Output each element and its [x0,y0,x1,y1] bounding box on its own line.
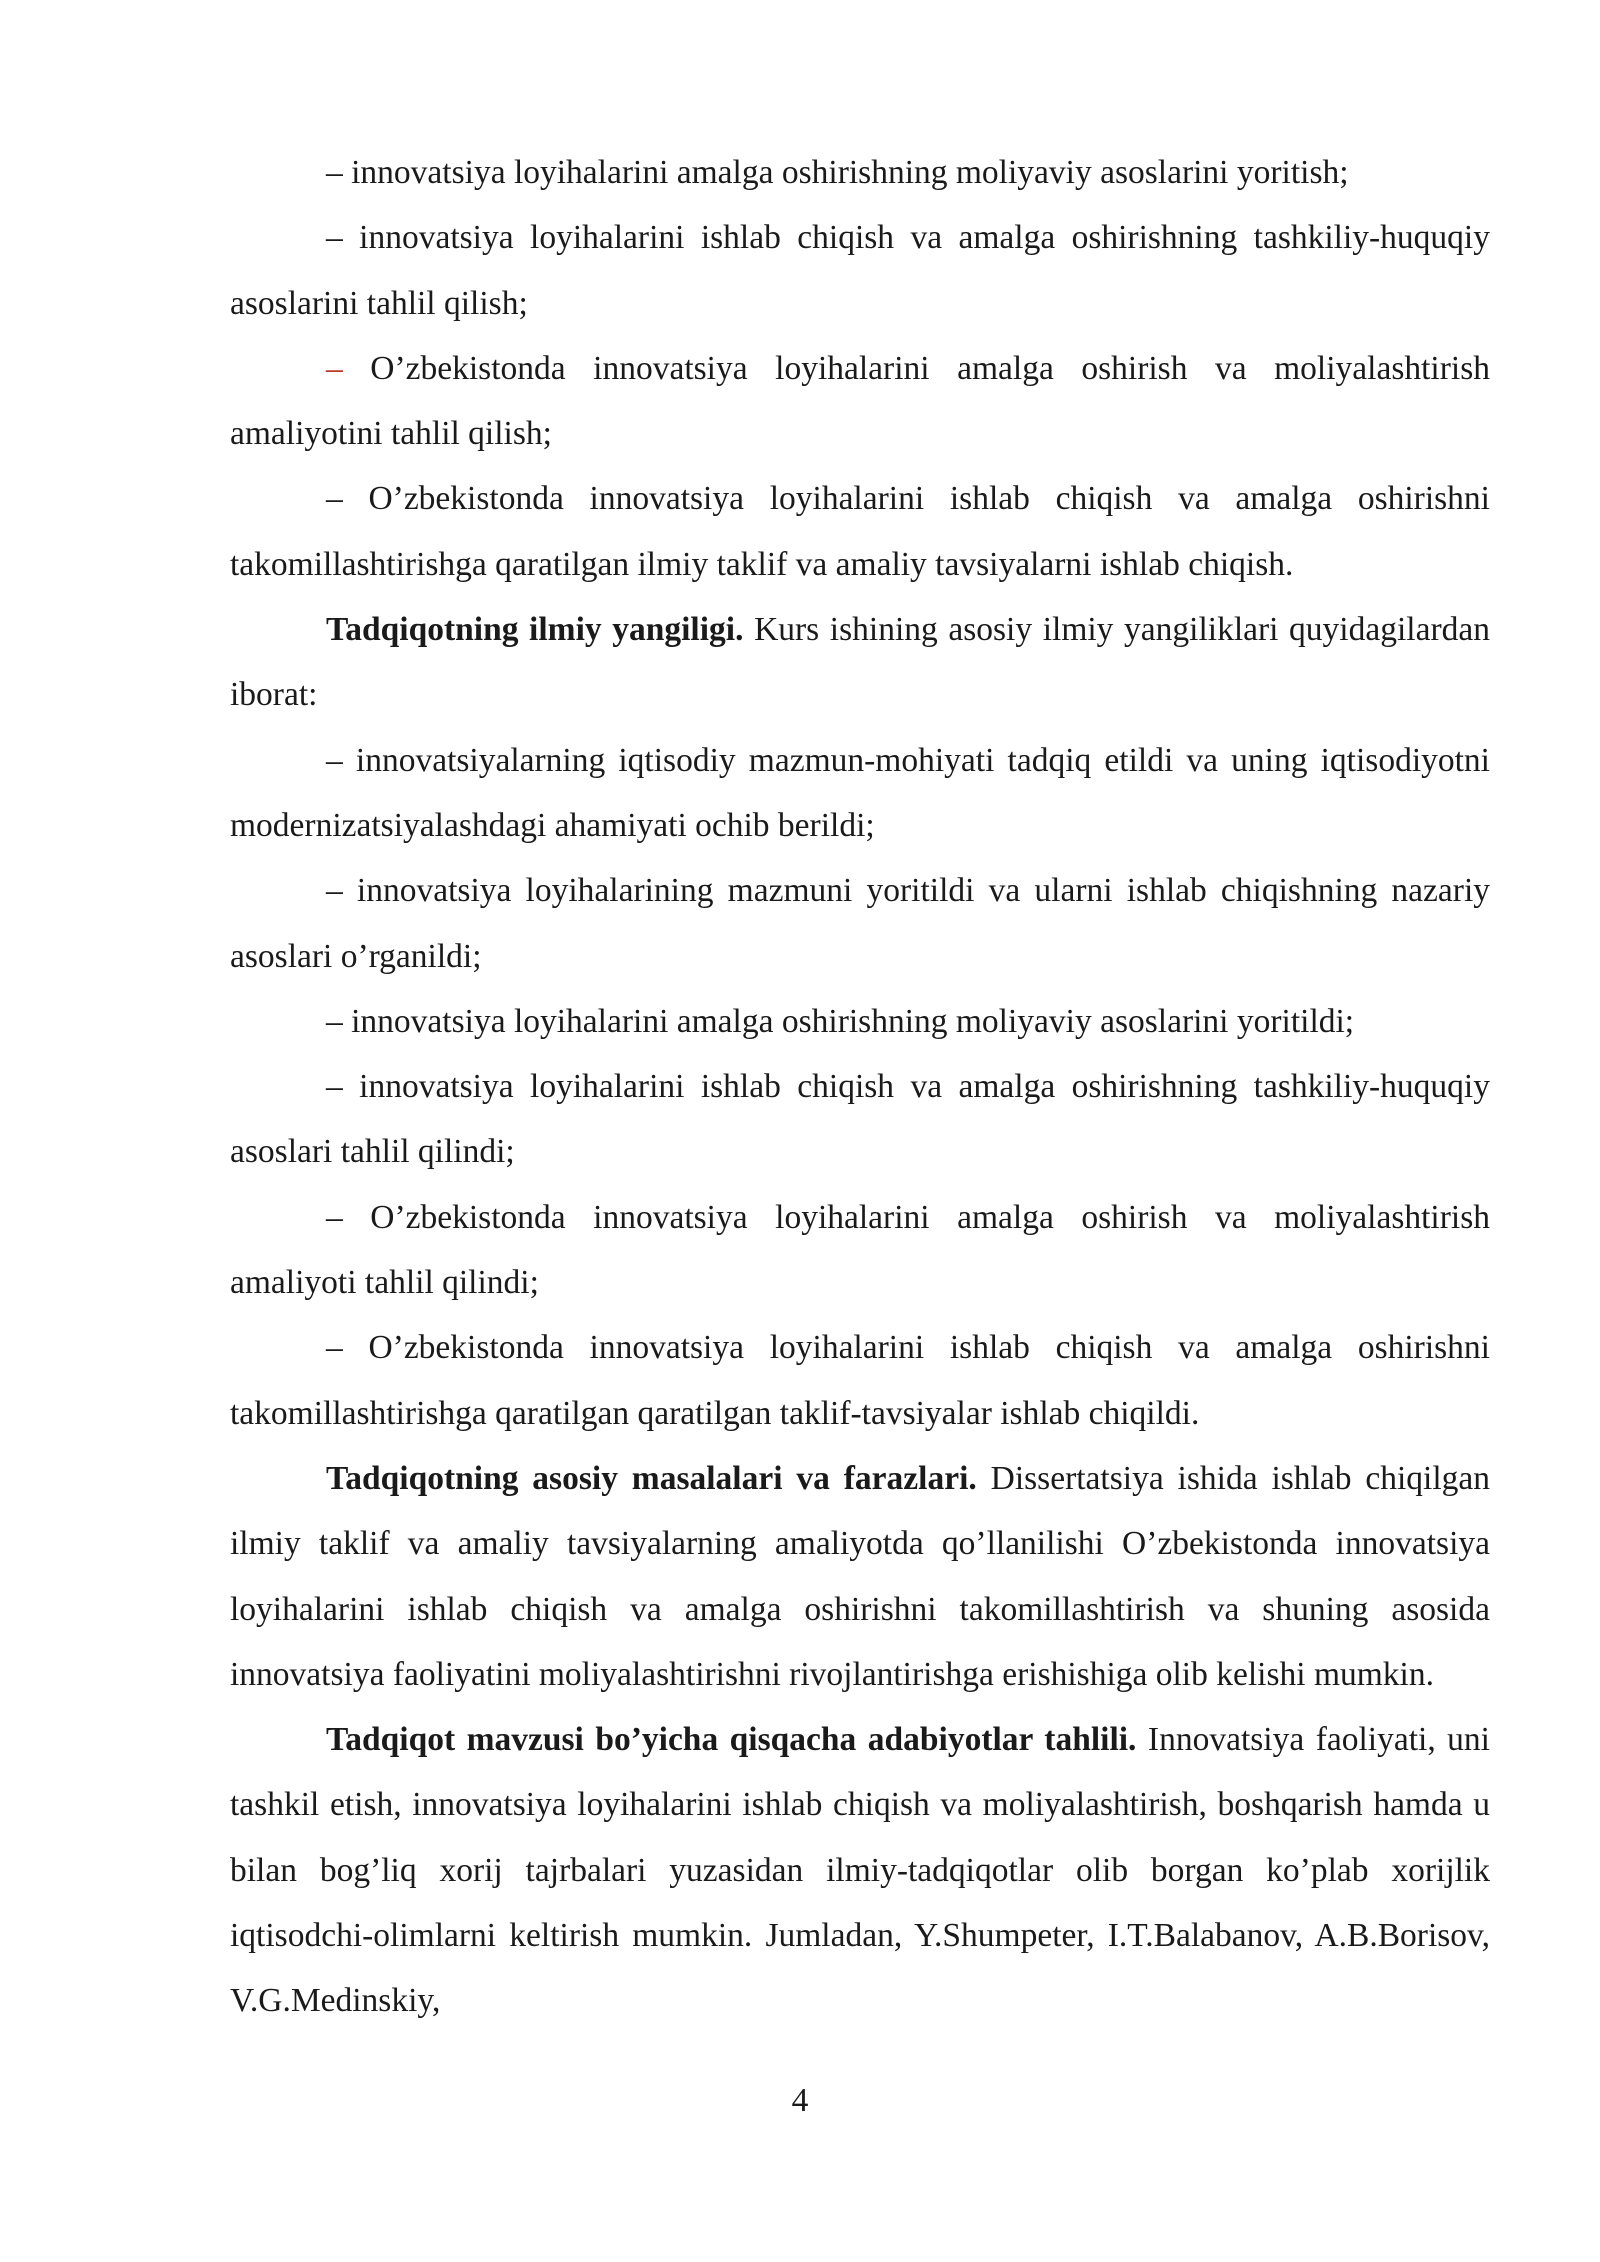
section-heading: Tadqiqotning asosiy masalalari va farazlari. [326,1459,977,1497]
paragraph [230,1707,1490,2033]
paragraph [230,1446,1490,1707]
section-heading: Tadqiqotning ilmiy yangiligi. [326,611,744,649]
paragraph: – innovatsiya loyihalarining mazmuni yoritildi va ularni ishlab chiqishning nazariy asoslari o’rganildi; [230,872,1490,975]
paragraph-text: O’zbekistonda innovatsiya loyihalarini amalga oshirish va moliyalashtirish amaliyotini tahlil qilish; [230,349,1490,453]
paragraph: – O’zbekistonda innovatsiya loyihalarini ishlab chiqish va amalga oshirishni takomillashtirishga qaratilgan qaratilgan taklif-tavsiyalar ishlab chiqildi. [230,1329,1490,1432]
paragraph: – innovatsiya loyihalarini amalga oshirishning moliyaviy asoslarini yoritildi; [326,1002,1355,1040]
paragraph: – innovatsiya loyihalarini ishlab chiqish va amalga oshirishning tashkiliy-huquqiy asoslarini tahlil qilish; [230,219,1490,322]
paragraph [230,336,1490,467]
document-body [230,140,1490,2034]
section-heading: Tadqiqot mavzusi bo’yicha qisqacha adabiyotlar tahlili. [326,1721,1137,1759]
paragraph: – innovatsiyalarning iqtisodiy mazmun-mohiyati tadqiq etildi va uning iqtisodiyotni modernizatsiyalashdagi ahamiyati ochib berildi; [230,741,1490,844]
paragraph-text: Kurs ishining asosiy ilmiy yangiliklari quyidagilardan iborat: [230,611,1490,714]
paragraph-text: Dissertatsiya ishida ishlab chiqilgan ilmiy taklif va amaliy tavsiyalarning amaliyotda qo’llanilishi O’zbekistonda innovatsiya loyihalarini ishlab chiqish va amalga oshirishni takomillashtirish va shuning asosida innovatsiya faoliyatini moliyalashtirishni rivojlantirishga erishishiga olib kelishi mumkin. [230,1459,1490,1693]
page-number: 4 [791,2082,809,2119]
paragraph [230,597,1490,728]
paragraph: – innovatsiya loyihalarini amalga oshirishning moliyaviy asoslarini yoritish; [326,154,1349,191]
paragraph: – O’zbekistonda innovatsiya loyihalarini amalga oshirish va moliyalashtirish amaliyoti tahlil qilindi; [230,1198,1490,1302]
paragraph: – innovatsiya loyihalarini ishlab chiqish va amalga oshirishning tashkiliy-huquqiy asoslari tahlil qilindi; [230,1068,1490,1171]
red-dash: – [326,349,343,387]
paragraph-text: Innovatsiya faoliyati, uni tashkil etish, innovatsiya loyihalarini ishlab chiqish va moliyalashtirish, boshqarish hamda u bilan bog’liq xorij tajrbalari yuzasidan ilmiy-tadqiqotlar olib borgan ko’plab xorijlik iqtisodchi-olimlarni keltirish mumkin. Jumladan, Y.Shumpeter, I.T.Balabanov, A.B.Borisov, V.G.Medinskiy, [230,1721,1490,2020]
paragraph: – O’zbekistonda innovatsiya loyihalarini ishlab chiqish va amalga oshirishni takomillashtirishga qaratilgan ilmiy taklif va amaliy tavsiyalarni ishlab chiqish. [230,480,1490,583]
